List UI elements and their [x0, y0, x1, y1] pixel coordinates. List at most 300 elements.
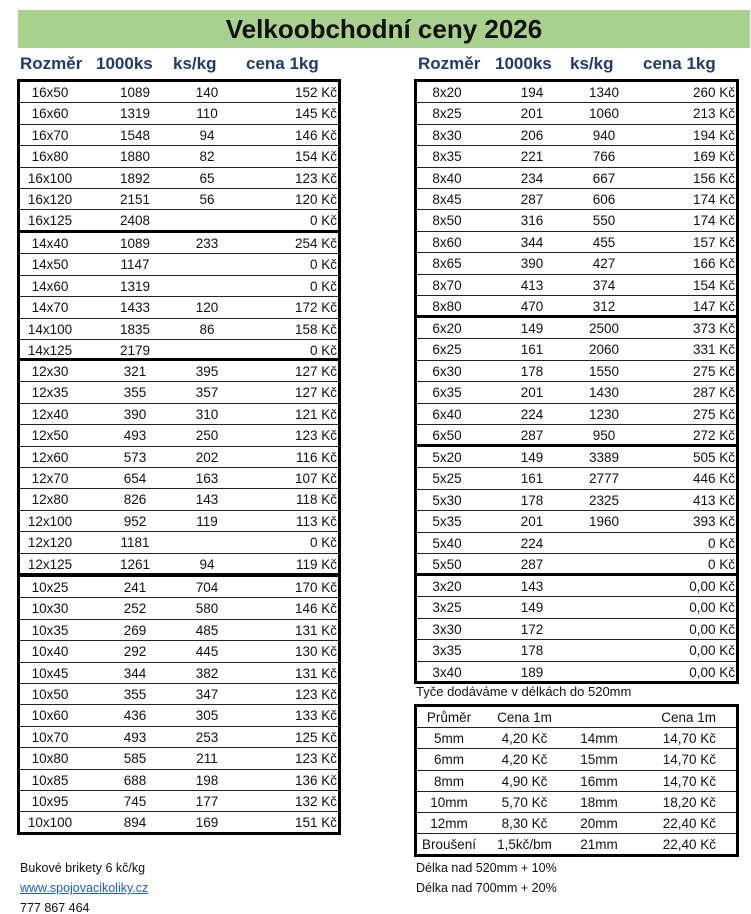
table-row	[417, 468, 736, 489]
thousand-cell: 287	[520, 428, 544, 443]
price-cell: 4,90 Kč	[501, 773, 548, 789]
size-cell: 8x20	[432, 85, 462, 100]
per-kg-cell: 65	[199, 170, 215, 186]
price-cell: 130 Kč	[294, 644, 337, 660]
table-row	[20, 705, 338, 726]
price-cell: 156 Kč	[692, 170, 735, 186]
size-cell: 6x25	[432, 342, 462, 358]
thousand-cell: 2151	[119, 192, 151, 207]
size-cell: 16x60	[31, 106, 69, 122]
size-cell: 6x20	[432, 321, 462, 336]
thousand-cell: 1880	[119, 149, 151, 165]
price-cell: 4,20 Kč	[501, 731, 548, 747]
per-kg-cell: 1230	[588, 406, 620, 422]
size-cell: 14x50	[31, 257, 69, 273]
thousand-cell: 194	[520, 85, 544, 100]
thousand-cell: 201	[520, 385, 544, 401]
rod-row	[417, 813, 736, 834]
per-kg-cell: 177	[195, 794, 219, 809]
table-row	[20, 276, 338, 297]
per-kg-cell: 163	[195, 471, 219, 486]
per-kg-cell: 950	[592, 428, 616, 443]
thousand-cell: 1892	[119, 170, 151, 186]
table-row	[20, 404, 338, 425]
price-cell: 0,00 Kč	[689, 643, 735, 659]
table-row	[20, 319, 338, 340]
table-row	[20, 254, 338, 275]
table-row	[417, 447, 736, 468]
table-row	[20, 382, 338, 403]
table-row	[20, 297, 338, 318]
thousand-cell: 221	[520, 149, 544, 165]
thousand-cell: 149	[520, 321, 544, 336]
price-cell: 158 Kč	[294, 321, 337, 337]
size-cell: 12x100	[27, 513, 73, 529]
rod-row	[417, 749, 736, 770]
price-cell: 154 Kč	[294, 149, 337, 165]
table-row	[20, 684, 338, 705]
thousand-cell: 344	[123, 665, 147, 681]
thousand-cell: 1548	[119, 127, 151, 143]
per-kg-cell: 312	[592, 299, 616, 314]
length-note-1: Délka nad 520mm + 10%	[416, 861, 557, 875]
table-row	[417, 576, 736, 597]
per-kg-cell: 940	[592, 127, 616, 143]
thousand-cell: 234	[520, 170, 544, 186]
price-cell: 136 Kč	[294, 772, 337, 788]
thousand-cell: 1089	[119, 85, 151, 100]
price-cell: 170 Kč	[294, 580, 337, 595]
table-row	[20, 125, 338, 146]
size-cell: 8x80	[432, 299, 462, 314]
thousand-cell: 436	[123, 708, 147, 724]
size-cell: 5x25	[432, 471, 462, 487]
header-per-kg: ks/kg	[570, 54, 614, 73]
price-block	[17, 79, 341, 233]
table-row	[20, 168, 338, 189]
price-cell: 174 Kč	[692, 213, 735, 229]
size-cell: 12x40	[31, 406, 69, 422]
size-cell: 10x50	[31, 687, 69, 702]
per-kg-cell: 347	[195, 687, 219, 702]
price-cell: 125 Kč	[294, 729, 337, 745]
size-cell: 14x125	[27, 343, 73, 358]
size-cell: 8x60	[432, 234, 462, 250]
size-cell: 16x70	[31, 127, 69, 143]
size-cell: 8x30	[432, 127, 462, 143]
thousand-cell: 390	[520, 256, 544, 272]
size-cell: 14x70	[31, 300, 69, 316]
per-kg-cell: 606	[592, 192, 616, 207]
price-cell: 152 Kč	[294, 85, 337, 100]
price-cell: 287 Kč	[692, 385, 735, 401]
header-price: cena 1kg	[643, 54, 716, 73]
thousand-cell: 178	[520, 363, 544, 379]
size-cell: 6x35	[432, 385, 462, 401]
thousand-cell: 585	[123, 751, 147, 767]
thousand-cell: 894	[123, 815, 147, 831]
thousand-cell: 1319	[119, 106, 151, 122]
price-cell: 123 Kč	[294, 751, 337, 767]
table-row	[417, 82, 736, 103]
size-cell: 3x40	[432, 664, 462, 680]
per-kg-cell: 1430	[588, 385, 620, 401]
price-cell: 154 Kč	[692, 277, 735, 293]
thousand-cell: 321	[123, 364, 147, 379]
thousand-cell: 344	[520, 234, 544, 250]
table-row	[20, 210, 338, 231]
table-row	[20, 425, 338, 446]
size-cell: 6x50	[432, 428, 462, 443]
table-row	[417, 168, 736, 189]
rod-row	[417, 728, 736, 749]
table-row	[20, 770, 338, 791]
per-kg-cell: 766	[592, 149, 616, 165]
table-row	[417, 640, 736, 661]
diameter-cell: 16mm	[580, 773, 618, 789]
thousand-cell: 189	[520, 664, 544, 680]
header-thousand: 1000ks	[96, 54, 153, 73]
thousand-cell: 224	[520, 406, 544, 422]
thousand-cell: 201	[520, 514, 544, 530]
thousand-cell: 390	[123, 406, 147, 422]
price-cell: 413 Kč	[692, 492, 735, 508]
table-row	[20, 447, 338, 468]
table-row	[417, 662, 736, 683]
thousand-cell: 355	[123, 385, 147, 401]
table-row	[20, 812, 338, 833]
thousand-cell: 1835	[119, 321, 151, 337]
thousand-cell: 161	[520, 342, 544, 358]
per-kg-cell: 211	[196, 751, 218, 767]
price-cell: 14,70 Kč	[662, 773, 716, 789]
diameter-cell: 15mm	[580, 752, 618, 768]
price-cell: 18,20 Kč	[662, 794, 716, 810]
price-cell: 5,70 Kč	[501, 794, 548, 810]
diameter-cell: 10mm	[430, 794, 468, 810]
price-cell: 121 Kč	[294, 406, 337, 422]
per-kg-cell: 169	[195, 815, 219, 831]
price-cell: 118 Kč	[295, 492, 337, 508]
table-row	[20, 468, 338, 489]
price-block	[414, 79, 739, 318]
per-kg-cell: 445	[195, 644, 219, 660]
table-row	[20, 598, 338, 619]
table-row	[20, 103, 338, 124]
thousand-cell: 172	[520, 621, 544, 637]
price-cell: 132 Kč	[294, 794, 337, 809]
price-cell: 119 Kč	[295, 556, 337, 572]
size-cell: 12x70	[31, 471, 69, 486]
price-cell: 172 Kč	[294, 300, 337, 316]
price-cell: 0 Kč	[309, 278, 337, 294]
thousand-cell: 149	[520, 600, 544, 616]
per-kg-cell: 395	[195, 364, 219, 379]
thousand-cell: 1319	[119, 278, 151, 294]
per-kg-cell: 86	[199, 321, 215, 337]
per-kg-cell: 2325	[588, 492, 620, 508]
price-cell: 272 Kč	[692, 428, 735, 443]
price-cell: 123 Kč	[294, 170, 337, 186]
price-cell: 1,5kč/bm	[497, 837, 552, 853]
price-cell: 146 Kč	[294, 127, 337, 143]
per-kg-cell: 704	[195, 580, 219, 595]
table-row	[417, 619, 736, 640]
size-cell: 5x20	[432, 450, 462, 465]
thousand-cell: 316	[520, 213, 544, 229]
per-kg-cell: 357	[195, 385, 219, 401]
table-row	[417, 146, 736, 167]
price-cell: 0 Kč	[309, 257, 337, 273]
price-cell: 260 Kč	[692, 85, 735, 100]
price-cell: 14,70 Kč	[662, 731, 716, 747]
thousand-cell: 178	[520, 492, 544, 508]
table-row	[417, 511, 736, 532]
per-kg-cell: 1960	[588, 514, 620, 530]
size-cell: 5x35	[432, 514, 462, 530]
table-row	[417, 232, 736, 253]
header-per-kg: ks/kg	[173, 54, 217, 73]
thousand-cell: 287	[520, 557, 544, 572]
thousand-cell: 355	[123, 687, 147, 702]
price-cell: 4,20 Kč	[501, 752, 548, 768]
price-cell: 0,00 Kč	[689, 579, 735, 594]
size-cell: 16x100	[27, 170, 73, 186]
price-block	[414, 573, 739, 684]
length-note-2: Délka nad 700mm + 20%	[416, 881, 557, 895]
table-row	[417, 253, 736, 274]
size-cell: 5x40	[432, 535, 462, 551]
price-cell: 213 Kč	[692, 106, 735, 122]
per-kg-cell: 82	[199, 149, 215, 165]
per-kg-cell: 374	[592, 277, 616, 293]
thousand-cell: 952	[123, 513, 147, 529]
table-row	[417, 189, 736, 210]
thousand-cell: 493	[123, 428, 147, 444]
size-cell: 10x85	[31, 772, 69, 788]
website-link[interactable]: www.spojovacikoliky.cz	[20, 881, 149, 895]
size-cell: 8x40	[432, 170, 462, 186]
diameter-cell: 12mm	[430, 816, 468, 831]
size-cell: 10x80	[31, 751, 69, 767]
table-row	[20, 791, 338, 812]
per-kg-cell: 2060	[588, 342, 620, 358]
size-cell: 10x95	[31, 794, 69, 809]
size-cell: 10x40	[31, 644, 69, 660]
per-kg-cell: 202	[195, 449, 219, 465]
price-cell: 157 Kč	[692, 234, 735, 250]
rod-row	[417, 771, 736, 792]
thousand-cell: 470	[520, 299, 544, 314]
per-kg-cell: 1340	[588, 85, 620, 100]
left-column-headers	[18, 54, 338, 78]
per-kg-cell: 110	[196, 106, 218, 122]
table-row	[417, 533, 736, 554]
diameter-cell: 5mm	[434, 731, 464, 747]
per-kg-cell: 1060	[588, 106, 620, 122]
diameter-cell: Broušení	[421, 837, 477, 853]
rod-header-row	[417, 707, 736, 728]
size-cell: 12x30	[31, 364, 69, 379]
per-kg-cell: 667	[592, 170, 616, 186]
table-row	[417, 125, 736, 146]
size-cell: 12x50	[31, 428, 69, 444]
size-cell: 10x70	[31, 729, 69, 745]
table-row	[20, 727, 338, 748]
price-cell: 131 Kč	[294, 665, 337, 681]
size-cell: 10x25	[31, 580, 69, 595]
size-cell: 16x80	[31, 149, 69, 165]
rod-price-table	[414, 704, 739, 857]
thousand-cell: 224	[520, 535, 544, 551]
size-cell: 10x30	[31, 601, 69, 617]
per-kg-cell: 94	[199, 556, 215, 572]
per-kg-cell: 310	[195, 406, 219, 422]
price-cell: 331 Kč	[692, 342, 735, 358]
price-cell: 174 Kč	[692, 192, 735, 207]
price-cell: 151 Kč	[294, 815, 337, 831]
table-row	[20, 146, 338, 167]
table-row	[20, 620, 338, 641]
per-kg-cell: 3389	[588, 450, 620, 465]
price-cell: 505 Kč	[692, 450, 735, 465]
price-cell: 127 Kč	[294, 364, 337, 379]
price-cell: 0 Kč	[309, 213, 337, 229]
per-kg-cell: 140	[195, 85, 219, 100]
per-kg-cell: 253	[195, 729, 219, 745]
diameter-cell: 18mm	[580, 794, 618, 810]
thousand-cell: 143	[520, 579, 544, 594]
size-cell: 10x60	[31, 708, 69, 724]
thousand-cell: 413	[520, 277, 544, 293]
price-cell: 123 Kč	[294, 428, 337, 444]
price-cell: 120 Kč	[294, 192, 337, 207]
diameter-cell: 20mm	[580, 816, 618, 831]
size-cell: 10x45	[31, 665, 69, 681]
per-kg-cell: 250	[195, 428, 219, 444]
size-cell: 12x80	[31, 492, 69, 508]
diameter-cell: 6mm	[434, 752, 464, 768]
per-kg-cell: 550	[592, 213, 616, 229]
price-cell: 14,70 Kč	[662, 752, 716, 768]
price-cell: Cena 1m	[661, 710, 716, 725]
table-row	[20, 511, 338, 532]
thousand-cell: 178	[520, 643, 544, 659]
rod-row	[417, 792, 736, 813]
price-block	[414, 444, 739, 576]
thousand-cell: 1433	[119, 300, 151, 316]
per-kg-cell: 198	[195, 772, 219, 788]
thousand-cell: 252	[123, 601, 147, 617]
page-title: Velkoobchodní ceny 2026	[225, 13, 543, 44]
header-price: cena 1kg	[246, 54, 319, 73]
per-kg-cell: 485	[195, 622, 219, 638]
price-cell: 166 Kč	[692, 256, 735, 272]
size-cell: 8x70	[432, 277, 462, 293]
size-cell: 12x120	[27, 535, 73, 551]
size-cell: 14x40	[31, 236, 69, 251]
per-kg-cell: 2500	[588, 321, 620, 336]
price-cell: 0 Kč	[309, 343, 337, 358]
thousand-cell: 573	[123, 449, 147, 465]
table-row	[20, 532, 338, 553]
size-cell: 8x45	[432, 192, 462, 207]
table-row	[417, 382, 736, 403]
price-cell: 113 Kč	[295, 513, 337, 529]
table-row	[20, 641, 338, 662]
thousand-cell: 206	[520, 127, 544, 143]
price-cell: 107 Kč	[294, 471, 337, 486]
table-row	[20, 663, 338, 684]
table-row	[417, 103, 736, 124]
size-cell: 6x40	[432, 406, 462, 422]
per-kg-cell: 233	[195, 236, 219, 251]
table-row	[417, 210, 736, 231]
price-cell: 8,30 Kč	[501, 816, 548, 831]
price-cell: 373 Kč	[692, 321, 735, 336]
per-kg-cell: 120	[195, 300, 219, 316]
per-kg-cell: 427	[592, 256, 616, 272]
per-kg-cell: 382	[195, 665, 219, 681]
thousand-cell: 241	[123, 580, 147, 595]
size-cell: 5x30	[432, 492, 462, 508]
price-cell: 133 Kč	[294, 708, 337, 724]
size-cell: 10x35	[31, 622, 69, 638]
thousand-cell: 292	[123, 644, 147, 660]
size-cell: 8x35	[432, 149, 462, 165]
price-cell: 275 Kč	[692, 363, 735, 379]
price-cell: 22,40 Kč	[662, 837, 716, 853]
price-cell: 275 Kč	[692, 406, 735, 422]
rod-row	[417, 834, 736, 855]
briquettes-note: Bukové brikety 6 kč/kg	[20, 861, 146, 875]
size-cell: 10x100	[27, 815, 73, 831]
price-block	[17, 230, 341, 362]
size-cell: 12x125	[27, 556, 73, 572]
price-cell: 0 Kč	[309, 535, 337, 551]
size-cell: 3x20	[432, 579, 462, 594]
price-cell: Cena 1m	[497, 710, 552, 725]
table-row	[417, 597, 736, 618]
size-cell: 14x100	[27, 321, 73, 337]
size-cell: 3x30	[432, 621, 462, 637]
price-cell: 146 Kč	[294, 601, 337, 617]
price-cell: 194 Kč	[692, 127, 735, 143]
right-column-headers	[415, 54, 745, 78]
rods-note: Tyče dodáváme v délkách do 520mm	[416, 684, 632, 699]
table-row	[20, 554, 338, 575]
table-row	[417, 361, 736, 382]
diameter-cell: 14mm	[580, 731, 618, 747]
price-cell: 0,00 Kč	[689, 621, 735, 637]
per-kg-cell: 2777	[588, 471, 620, 487]
thousand-cell: 1147	[120, 257, 150, 273]
per-kg-cell: 143	[195, 492, 219, 508]
per-kg-cell: 455	[592, 234, 616, 250]
thousand-cell: 2408	[119, 213, 151, 229]
price-block	[17, 358, 341, 576]
per-kg-cell: 1550	[588, 363, 620, 379]
size-cell: 8x25	[432, 106, 462, 122]
price-block	[414, 315, 739, 447]
table-row	[417, 404, 736, 425]
price-cell: 0 Kč	[707, 557, 735, 572]
size-cell: 5x50	[432, 557, 462, 572]
table-row	[417, 490, 736, 511]
price-cell: 22,40 Kč	[662, 816, 716, 831]
price-cell: 446 Kč	[692, 471, 735, 487]
size-cell: 3x25	[432, 600, 462, 616]
